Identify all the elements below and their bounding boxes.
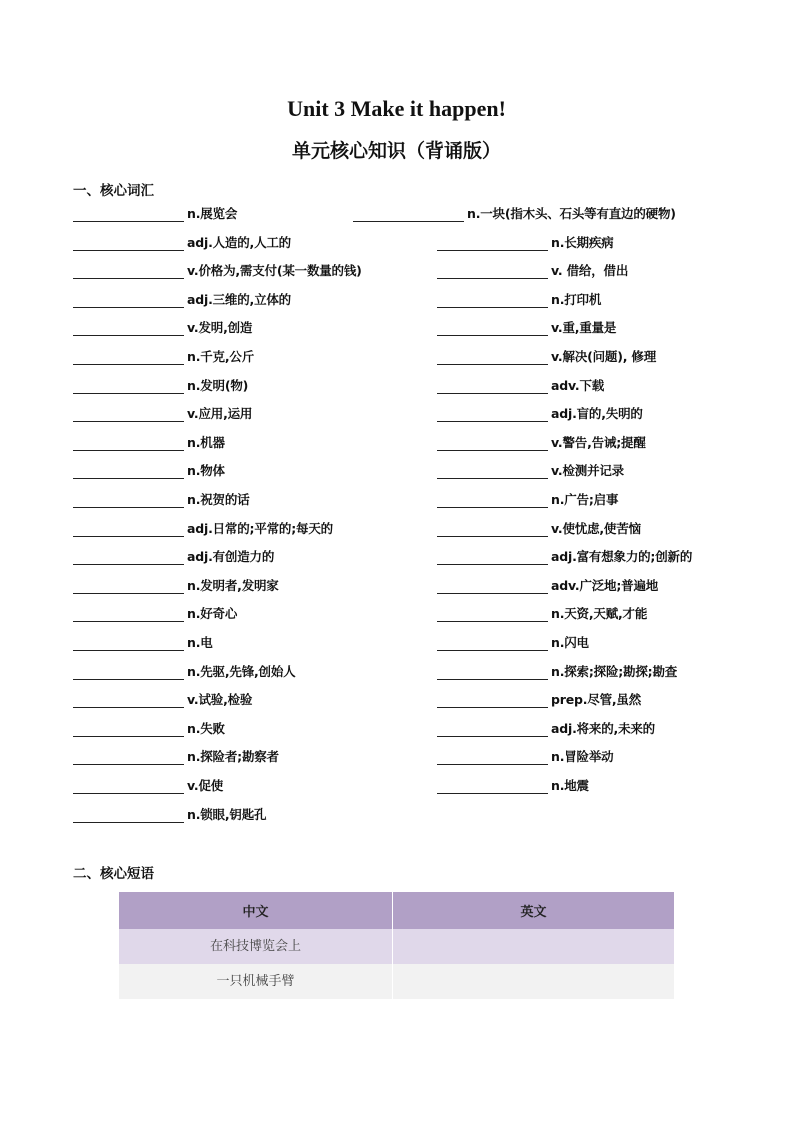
vocab-entry-left (73, 549, 274, 565)
vocab-entry-left (73, 721, 225, 737)
phrase-english-cell[interactable] (393, 964, 675, 999)
vocab-entry-right (437, 635, 589, 651)
vocab-meaning: n.好奇心 (187, 606, 238, 622)
vocab-meaning: v. 借给，借出 (551, 263, 629, 279)
vocab-row (0, 578, 793, 600)
vocab-entry-right (437, 320, 616, 336)
answer-blank[interactable] (437, 779, 548, 794)
vocab-entry-left (73, 292, 291, 308)
answer-blank[interactable] (73, 464, 184, 479)
answer-blank[interactable] (73, 236, 184, 251)
phrase-english-cell[interactable] (393, 929, 675, 964)
vocab-meaning: n.探索;探险;勘探;勘查 (551, 663, 678, 679)
answer-blank[interactable] (73, 607, 184, 622)
vocab-meaning: v.重,重量是 (551, 320, 617, 336)
vocab-row (0, 320, 793, 342)
vocab-row (0, 664, 793, 686)
vocab-meaning: adj.人造的,人工的 (187, 234, 291, 250)
column-header-english: 英文 (393, 892, 675, 929)
vocab-meaning: adj.富有想象力的;创新的 (551, 549, 693, 565)
vocab-meaning: n.千克,公斤 (187, 349, 254, 364)
answer-blank[interactable] (437, 550, 548, 565)
answer-blank[interactable] (73, 693, 184, 708)
vocab-entry-left (73, 320, 252, 336)
answer-blank[interactable] (437, 750, 548, 765)
vocab-row (0, 749, 793, 771)
vocab-row (0, 692, 793, 714)
vocab-meaning: n.地震 (551, 778, 589, 793)
vocab-meaning: n.闪电 (551, 635, 589, 650)
vocab-entry-left (73, 206, 237, 222)
vocab-meaning: v.检测并记录 (551, 463, 624, 479)
vocab-meaning: adv.广泛地;普遍地 (551, 577, 659, 593)
vocab-meaning: v.使忧虑,使苦恼 (551, 520, 641, 536)
answer-blank[interactable] (73, 665, 184, 680)
vocab-meaning: v.警告,告诫;提醒 (551, 434, 646, 450)
vocab-meaning: n.展览会 (187, 206, 238, 221)
vocab-entry-left (73, 521, 333, 537)
answer-blank[interactable] (437, 665, 548, 680)
answer-blank[interactable] (437, 636, 548, 651)
vocab-row (0, 406, 793, 428)
vocab-entry-right (437, 521, 641, 537)
vocab-row (0, 463, 793, 485)
answer-blank[interactable] (437, 493, 548, 508)
answer-blank[interactable] (73, 808, 184, 823)
vocab-entry-right (437, 721, 655, 737)
vocab-entry-right (437, 406, 643, 422)
vocab-meaning: v.试验,检验 (187, 692, 253, 708)
vocab-meaning: n.探险者;勘察者 (187, 749, 279, 765)
vocab-entry-left (73, 378, 248, 394)
section-heading-phrases: 二、核心短语 (73, 866, 154, 882)
vocab-row (0, 349, 793, 371)
answer-blank[interactable] (437, 522, 548, 537)
vocab-entry-right (437, 578, 658, 594)
vocab-entry-right (437, 292, 601, 308)
vocab-entry-left (73, 606, 237, 622)
vocab-row (0, 435, 793, 457)
answer-blank[interactable] (73, 722, 184, 737)
vocab-meaning: adj.三维的,立体的 (187, 291, 291, 307)
vocab-meaning: n.先驱,先锋,创始人 (187, 663, 296, 679)
vocab-meaning: adv.下载 (551, 377, 605, 393)
answer-blank[interactable] (437, 236, 548, 251)
vocab-meaning: v.应用,运用 (187, 406, 253, 422)
vocab-row (0, 635, 793, 657)
answer-blank[interactable] (437, 379, 548, 394)
phrase-chinese-cell: 在科技博览会上 (119, 929, 393, 964)
phrases-table (119, 892, 674, 999)
answer-blank[interactable] (73, 522, 184, 537)
vocab-row (0, 807, 793, 829)
table-header-row (119, 892, 674, 929)
vocab-entry-right (437, 492, 618, 508)
answer-blank[interactable] (437, 350, 548, 365)
vocab-entry-right (437, 378, 604, 394)
answer-blank[interactable] (437, 264, 548, 279)
vocab-meaning: adj.将来的,未来的 (551, 720, 655, 736)
vocab-entry-left (73, 635, 213, 651)
vocab-row (0, 292, 793, 314)
vocab-entry-left (73, 235, 291, 251)
vocab-meaning: adj.盲的,失明的 (551, 406, 643, 422)
vocab-entry-right (437, 235, 613, 251)
vocab-meaning: v.促使 (187, 778, 224, 793)
vocab-entry-right (437, 664, 677, 680)
answer-blank[interactable] (353, 207, 464, 222)
vocab-meaning: v.解决(问题), 修理 (551, 349, 657, 364)
answer-blank[interactable] (437, 436, 548, 451)
vocab-entry-left (73, 435, 225, 451)
vocab-meaning: n.机器 (187, 434, 225, 450)
vocab-entry-right (353, 206, 676, 222)
vocab-row (0, 378, 793, 400)
vocab-meaning: n.天资,天赋,才能 (551, 606, 648, 622)
vocab-row (0, 206, 793, 228)
vocab-meaning: n.发明者,发明家 (187, 577, 279, 593)
vocab-meaning: n.打印机 (551, 291, 602, 307)
phrase-chinese-cell: 一只机械手臂 (119, 964, 393, 999)
answer-blank[interactable] (73, 293, 184, 308)
vocab-entry-left (73, 807, 266, 823)
vocab-entry-left (73, 778, 223, 794)
vocab-entry-right (437, 749, 613, 765)
answer-blank[interactable] (73, 636, 184, 651)
vocab-meaning: n.发明(物) (187, 377, 249, 393)
page-subtitle: 单元核心知识（背诵版） (291, 140, 501, 162)
vocab-row (0, 521, 793, 543)
vocab-entry-left (73, 463, 225, 479)
vocab-row (0, 263, 793, 285)
vocab-entry-left (73, 749, 279, 765)
vocab-entry-right (437, 549, 692, 565)
vocab-meaning: v.发明,创造 (187, 320, 253, 336)
answer-blank[interactable] (437, 293, 548, 308)
vocab-row (0, 235, 793, 257)
vocab-entry-right (437, 692, 641, 708)
vocab-entry-right (437, 263, 628, 279)
answer-blank[interactable] (437, 407, 548, 422)
vocab-meaning: adj.有创造力的 (187, 549, 275, 565)
vocab-entry-right (437, 435, 646, 451)
vocab-entry-right (437, 606, 647, 622)
vocab-meaning: n.锁眼,钥匙孔 (187, 806, 267, 822)
vocab-row (0, 606, 793, 628)
answer-blank[interactable] (437, 693, 548, 708)
answer-blank[interactable] (437, 607, 548, 622)
vocab-row (0, 721, 793, 743)
vocab-meaning: n.冒险举动 (551, 749, 614, 765)
page-title: Unit 3 Make it happen! (287, 96, 506, 121)
answer-blank[interactable] (73, 264, 184, 279)
answer-blank[interactable] (73, 207, 184, 222)
answer-blank[interactable] (73, 579, 184, 594)
answer-blank[interactable] (437, 722, 548, 737)
answer-blank[interactable] (73, 350, 184, 365)
vocab-row (0, 492, 793, 514)
answer-blank[interactable] (73, 750, 184, 765)
answer-blank[interactable] (437, 321, 548, 336)
vocab-meaning: n.物体 (187, 463, 225, 479)
vocab-entry-left (73, 664, 295, 680)
vocab-row (0, 778, 793, 800)
vocab-entry-left (73, 578, 279, 594)
answer-blank[interactable] (73, 779, 184, 794)
vocab-entry-left (73, 349, 254, 365)
vocab-entry-left (73, 406, 252, 422)
answer-blank[interactable] (73, 407, 184, 422)
answer-blank[interactable] (73, 379, 184, 394)
table-row (119, 929, 674, 964)
answer-blank[interactable] (73, 550, 184, 565)
vocab-entry-right (437, 349, 656, 365)
answer-blank[interactable] (73, 493, 184, 508)
vocab-meaning: n.广告;启事 (551, 492, 619, 507)
vocab-meaning: n.长期疾病 (551, 234, 614, 250)
vocab-meaning: adj.日常的;平常的;每天的 (187, 520, 333, 536)
vocab-entry-left (73, 492, 249, 508)
vocab-meaning: n.一块(指木头、石头等有直边的硬物) (467, 206, 676, 221)
answer-blank[interactable] (73, 321, 184, 336)
vocab-row (0, 549, 793, 571)
answer-blank[interactable] (437, 579, 548, 594)
vocab-meaning: v.价格为,需支付(某一数量的钱) (187, 263, 362, 279)
vocab-meaning: n.失败 (187, 720, 225, 736)
vocab-meaning: n.祝贺的话 (187, 492, 250, 507)
table-row (119, 964, 674, 999)
column-header-chinese: 中文 (119, 892, 393, 929)
section-heading-vocabulary: 一、核心词汇 (73, 183, 154, 199)
vocab-meaning: prep.尽管,虽然 (551, 692, 642, 708)
vocab-entry-right (437, 463, 624, 479)
vocab-entry-left (73, 263, 362, 279)
vocab-entry-left (73, 692, 252, 708)
answer-blank[interactable] (73, 436, 184, 451)
vocab-entry-right (437, 778, 589, 794)
vocab-meaning: n.电 (187, 635, 213, 650)
answer-blank[interactable] (437, 464, 548, 479)
